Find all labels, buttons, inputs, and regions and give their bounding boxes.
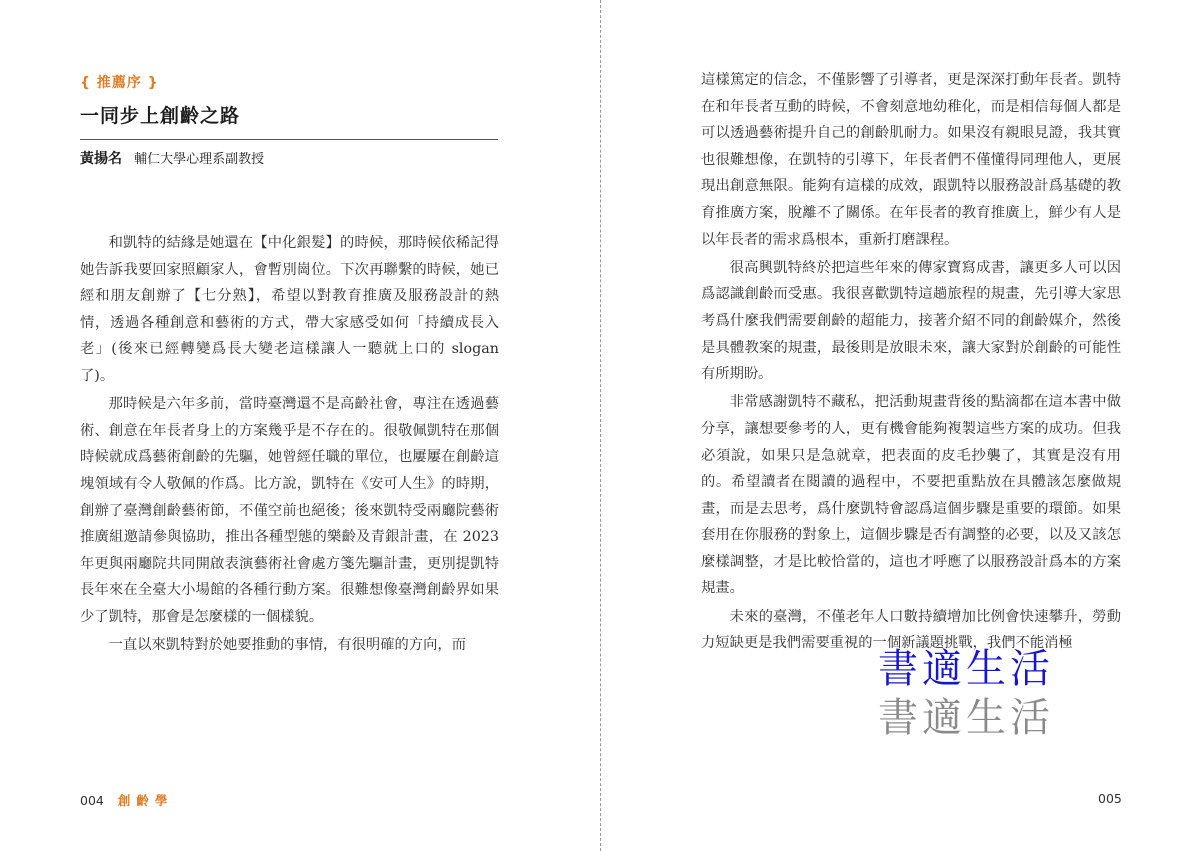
paragraph: 那時候是六年多前，當時臺灣還不是高齡社會，專注在透過藝術、創意在年長者身上的方案幾乎是不存在的。很敬佩凱特在那個時候就成爲藝術創齡的先驅，她曾經任職的單位，也屢屢在創齡這塊領域有令人敬佩的作爲。比方說，凱特在《安可人生》的時期，創辦了臺灣創齡藝術節，不僅空前也絕後；後來凱特受兩廳院藝術推廣組邀請參與協助，推出各種型態的樂齡及青銀計畫，在 2023 年更與兩廳院共同開啟表演藝術社會處方箋先驅計畫，更別提凱特長年來在全臺大小場館的各種行動方案。很難想像臺灣創齡界如果少了凱特，那會是怎麼樣的一個樣貌。 [80,396,499,625]
right-page [601,0,1200,851]
author-title: 輔仁大學心理系副教授 [134,152,265,167]
paragraph: 未來的臺灣，不僅老年人口數持續增加比例會快速攀升，勞動力短缺更是我們需要重視的一個新議題挑戰，我們不能消極 [701,608,1121,652]
page-number: 005 [1098,791,1122,806]
section-tag: { 推薦序 } [80,75,159,91]
watermark-blue: 書適生活 [878,646,1054,692]
paragraph: 一直以來凱特對於她要推動的事情，有很明確的方向，而 [108,637,467,654]
paragraph: 非常感謝凱特不藏私，把活動規畫背後的點滴都在這本書中做分享，讓想要參考的人，更有機會能夠複製這些方案的成功。但我必須說，如果只是急就章，把表面的皮毛抄襲了，其實是沒有用的。希望讀者在閱讀的過程中，不要把重點放在具體該怎麼做規畫，而是去思考，爲什麼凱特會認爲這個步驟是重要的環節。如果套用在你服務的對象上，這個步驟是否有調整的必要，以及又該怎麼樣調整，才是比較恰當的，這也才呼應了以服務設計爲本的方案規畫。 [701,394,1121,597]
title-divider [80,139,498,140]
paragraph: 很高興凱特終於把這些年來的傳家寶寫成書，讓更多人可以因爲認識創齡而受惠。我很喜歡凱特這趟旅程的規畫，先引導大家思考爲什麼我們需要創齡的超能力，接著介紹不同的創齡媒介，然後是具體教案的規畫，最後則是放眼未來，讓大家對於創齡的可能性有所期盼。 [701,259,1121,383]
folio-left [80,791,173,809]
page-number: 004 [80,793,104,808]
paragraph: 這樣篤定的信念，不僅影響了引導者，更是深深打動年長者。凱特在和年長者互動的時候，不會刻意地幼稚化，而是相信每個人都是可以透過藝術提升自己的創齡肌耐力。如果沒有親眼見證，我其實也很難想像，在凱特的引導下，年長者們不僅懂得同理他人，更展現出創意無限。能夠有這樣的成效，跟凱特以服務設計爲基礎的教育推廣方案，脫離不了關係。在年長者的教育推廣上，鮮少有人是以年長者的需求爲根本，重新打磨課程。 [701,72,1121,248]
left-body-text [80,230,499,660]
folio-right [1098,791,1122,806]
running-book-title: 創齡學 [117,793,174,808]
right-body-text [701,67,1121,658]
author-name: 黃揚名 [80,151,122,167]
chapter-title: 一同步上創齡之路 [80,105,241,127]
author-line [80,148,264,168]
paragraph: 和凱特的結緣是她還在【中化銀髮】的時候，那時候依稀記得她告訴我要回家照顧家人，會暫別崗位。下次再聯繫的時候，她已經和朋友創辦了【七分熟】，希望以對教育推廣及服務設計的熱情，透過各種創意和藝術的方式，帶大家感受如何「持續成長入老」(後來已經轉變爲長大變老這樣讓人一聽就上口的 slogan 了)。 [80,235,499,384]
watermark-gray: 書適生活 [878,695,1054,741]
